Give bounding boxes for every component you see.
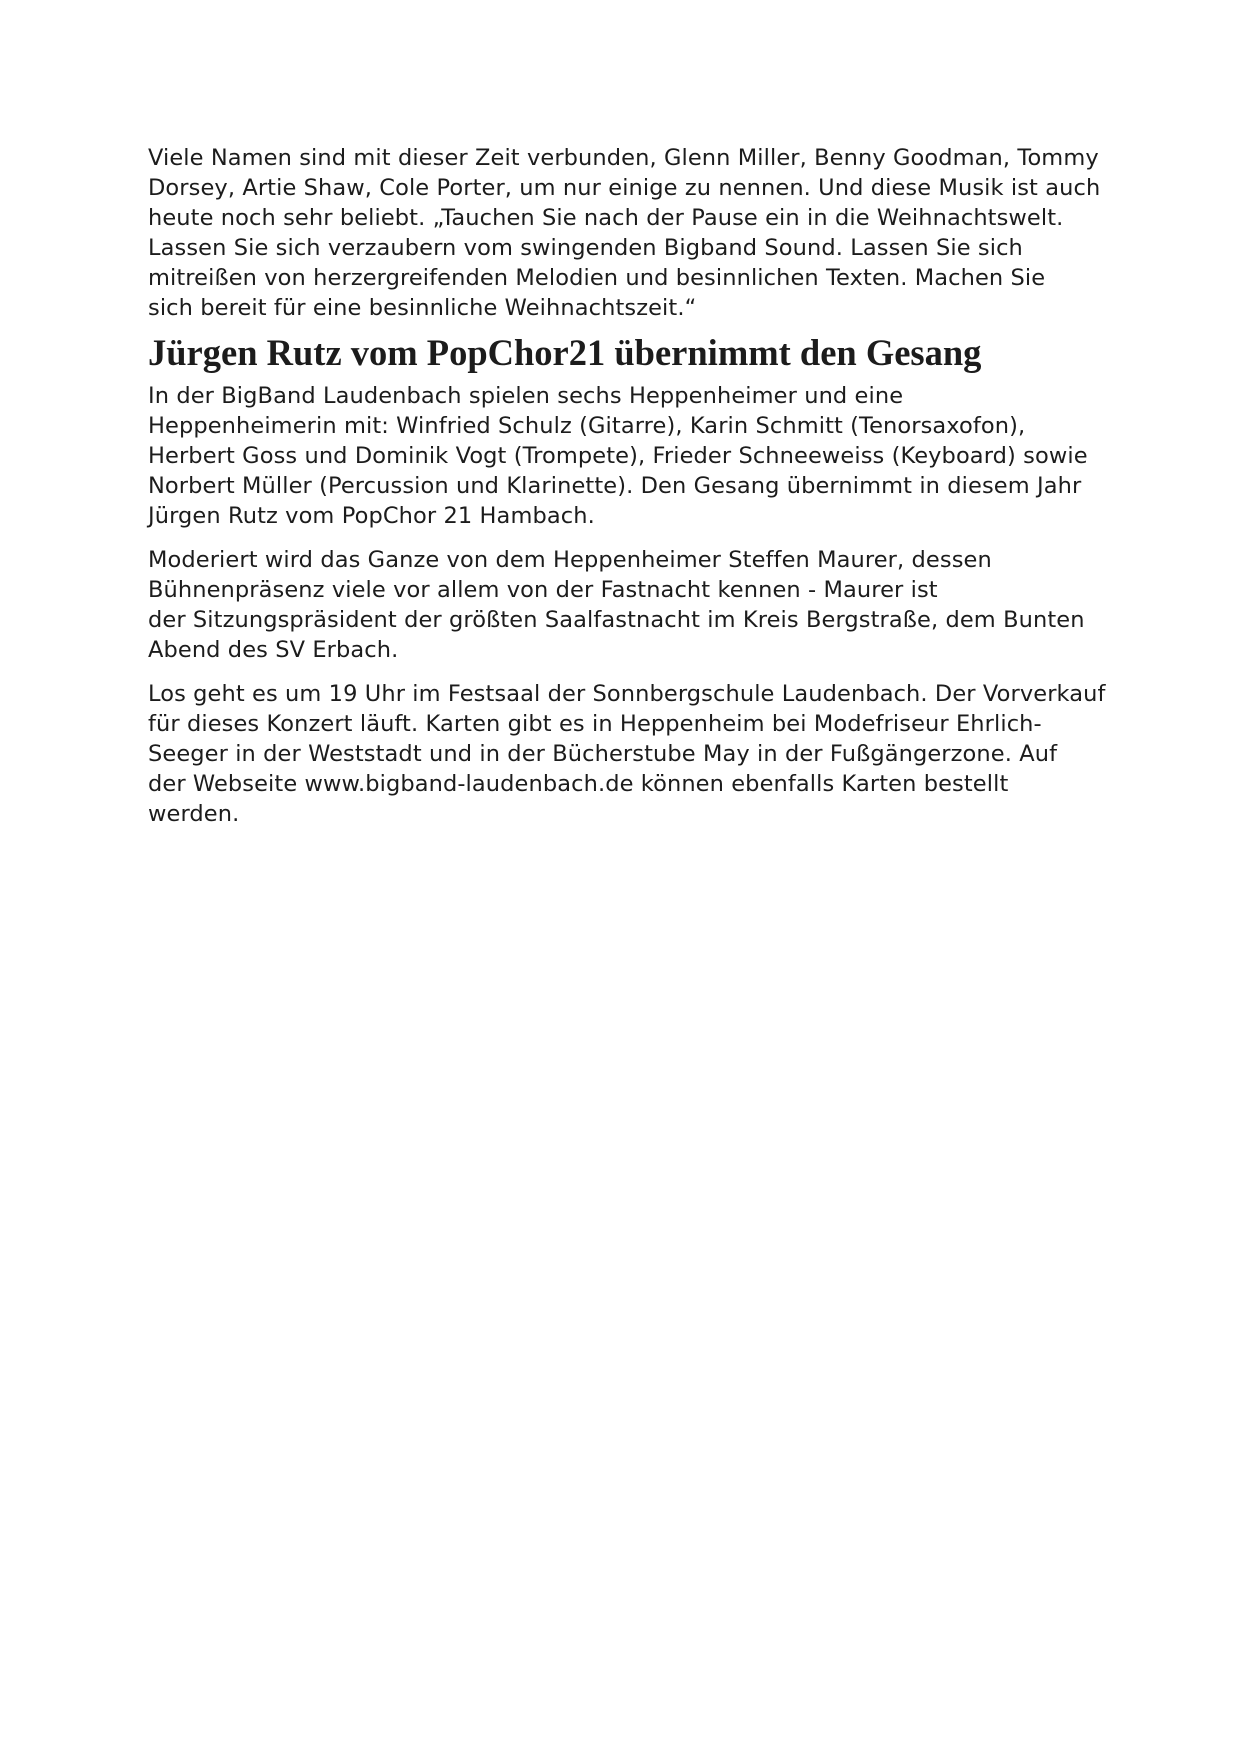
text-line: Los geht es um 19 Uhr im Festsaal der Sonnbergschule Laudenbach. Der Vorverkauf [148,681,1106,707]
text-line: heute noch sehr beliebt. „Tauchen Sie nach der Pause ein in die Weihnachtswelt. [148,205,1064,231]
document-page [148,143,1108,843]
moderation-paragraph [148,545,1108,665]
text-line: der Webseite www.bigband-laudenbach.de können ebenfalls Karten bestellt [148,771,1009,797]
text-line: Norbert Müller (Percussion und Klarinette). Den Gesang übernimmt in diesem Jahr [148,473,1082,499]
tickets-paragraph [148,679,1108,829]
text-line: mitreißen von herzergreifenden Melodien und besinnlichen Texten. Machen Sie [148,265,1046,291]
text-line: sich bereit für eine besinnliche Weihnachtszeit.“ [148,295,697,321]
intro-paragraph [148,143,1108,323]
text-line: Moderiert wird das Ganze von dem Heppenheimer Steffen Maurer, dessen [148,547,992,573]
text-line: für dieses Konzert läuft. Karten gibt es in Heppenheim bei Modefriseur Ehrlich- [148,711,1042,737]
text-line: Seeger in der Weststadt und in der Bücherstube May in der Fußgängerzone. Auf [148,741,1058,767]
text-line: Dorsey, Artie Shaw, Cole Porter, um nur einige zu nennen. Und diese Musik ist auch [148,175,1101,201]
text-line: Herbert Goss und Dominik Vogt (Trompete), Frieder Schneeweiss (Keyboard) sowie [148,443,1088,469]
section-heading: Jürgen Rutz vom PopChor21 übernimmt den Gesang [148,332,982,373]
text-line: der Sitzungspräsident der größten Saalfastnacht im Kreis Bergstraße, dem Bunten [148,607,1085,633]
text-line: Abend des SV Erbach. [148,637,399,663]
text-line: Viele Namen sind mit dieser Zeit verbunden, Glenn Miller, Benny Goodman, Tommy [148,145,1099,171]
text-line: In der BigBand Laudenbach spielen sechs Heppenheimer und eine [148,383,904,409]
text-line: Bühnenpräsenz viele vor allem von der Fastnacht kennen - Maurer ist [148,577,938,603]
text-line: Lassen Sie sich verzaubern vom swingenden Bigband Sound. Lassen Sie sich [148,235,1023,261]
text-line: werden. [148,801,240,827]
text-line: Heppenheimerin mit: Winfried Schulz (Gitarre), Karin Schmitt (Tenorsaxofon), [148,413,1026,439]
text-line: Jürgen Rutz vom PopChor 21 Hambach. [148,503,595,529]
members-paragraph [148,381,1108,531]
